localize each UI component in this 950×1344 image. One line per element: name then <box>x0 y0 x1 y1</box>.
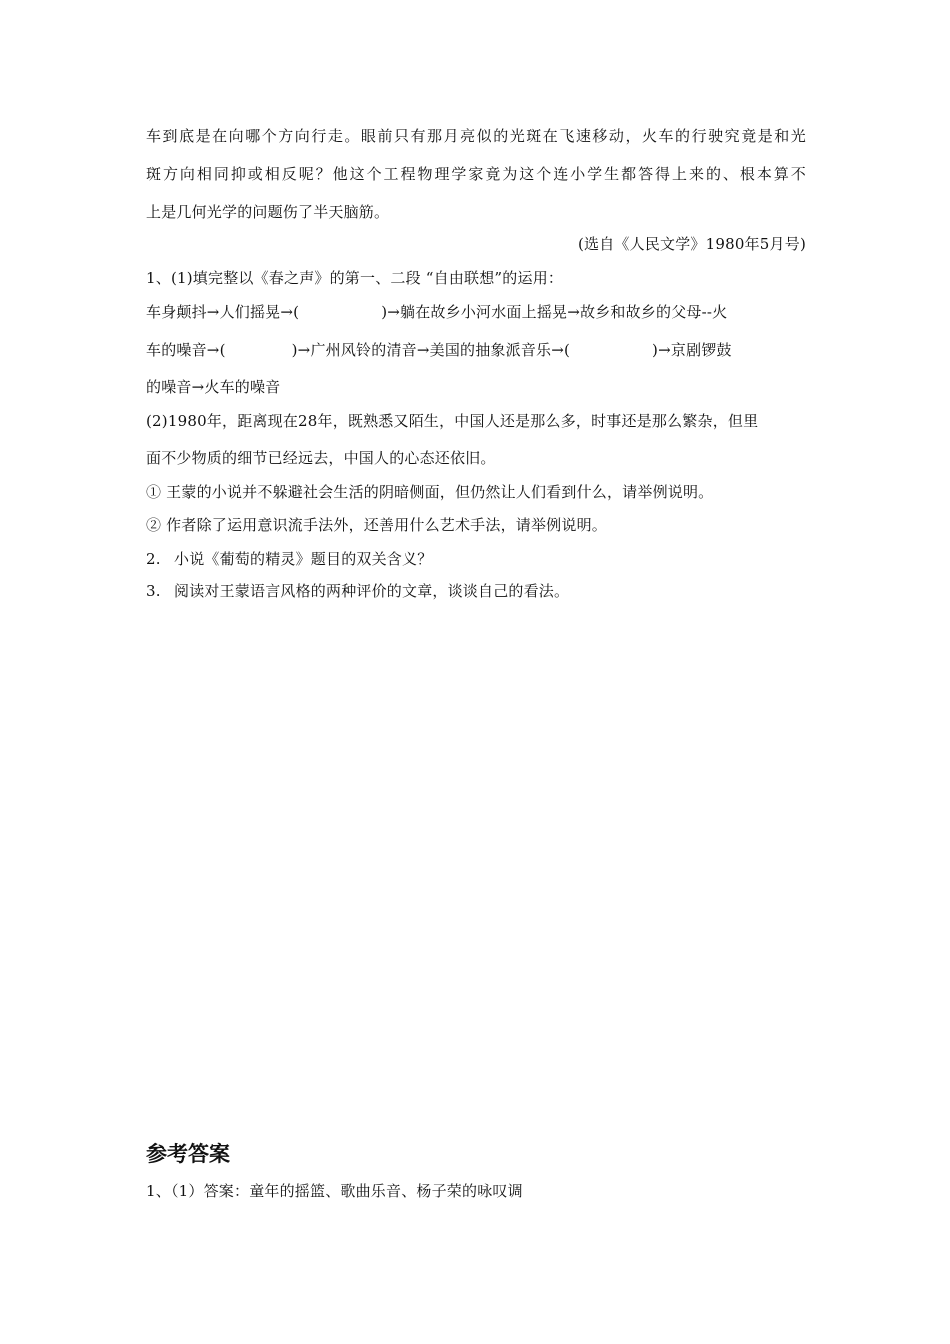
question-2-text: 小说《葡萄的精灵》题目的双关含义？ <box>174 550 433 568</box>
passage-line-3: 上是几何光学的问题伤了半天脑筋。 <box>146 203 390 221</box>
chain-text-2a: 车的噪音→( <box>146 341 226 359</box>
question-1-intro: 1、(1)填完整以《春之声》的第一、二段 “自由联想”的运用： <box>146 269 564 287</box>
question-1-chain-line-2 <box>146 340 806 360</box>
question-3-text: 阅读对王蒙语言风格的两种评价的文章，谈谈自己的看法。 <box>174 582 570 600</box>
question-1-chain-line-1 <box>146 302 806 322</box>
chain-text-1a: 车身颠抖→人们摇晃→( <box>146 303 300 321</box>
question-1-2-line-2: 面不少物质的细节已经远去，中国人的心态还依旧。 <box>146 449 496 467</box>
passage-line-1: 车到底是在向哪个方向行走。眼前只有那月亮似的光斑在飞速移动，火车的行驶究竟是和光 <box>146 127 806 145</box>
question-1-2-line-1: (2)1980年，距离现在28年，既熟悉又陌生，中国人还是那么多，时事还是那么繁杂，但里 <box>146 412 759 430</box>
chain-text-2c: )→京剧锣鼓 <box>652 341 732 359</box>
question-3 <box>146 581 806 601</box>
chain-text-1b: )→躺在故乡小河水面上摇晃→故乡和故乡的父母--火 <box>381 303 728 321</box>
question-1-2-a: ① 王蒙的小说并不躲避社会生活的阴暗侧面，但仍然让人们看到什么，请举例说明。 <box>146 483 714 501</box>
answers-heading: 参考答案 <box>146 1142 230 1166</box>
passage-line-2: 斑方向相同抑或相反呢？他这个工程物理学家竟为这个连小学生都答得上来的、根本算不 <box>146 165 806 183</box>
question-1-chain-line-3: 的噪音→火车的噪音 <box>146 378 281 396</box>
passage-source: (选自《人民文学》1980年5月号) <box>577 235 806 253</box>
question-2-number: 2. <box>146 550 161 568</box>
chain-text-2b: )→广州风铃的清音→美国的抽象派音乐→( <box>291 341 571 359</box>
answer-1: 1、（1）答案：童年的摇篮、歌曲乐音、杨子荣的咏叹调 <box>146 1182 523 1200</box>
question-1-2-b: ② 作者除了运用意识流手法外，还善用什么艺术手法，请举例说明。 <box>146 516 607 534</box>
question-2 <box>146 549 806 569</box>
question-3-number: 3. <box>146 582 161 600</box>
